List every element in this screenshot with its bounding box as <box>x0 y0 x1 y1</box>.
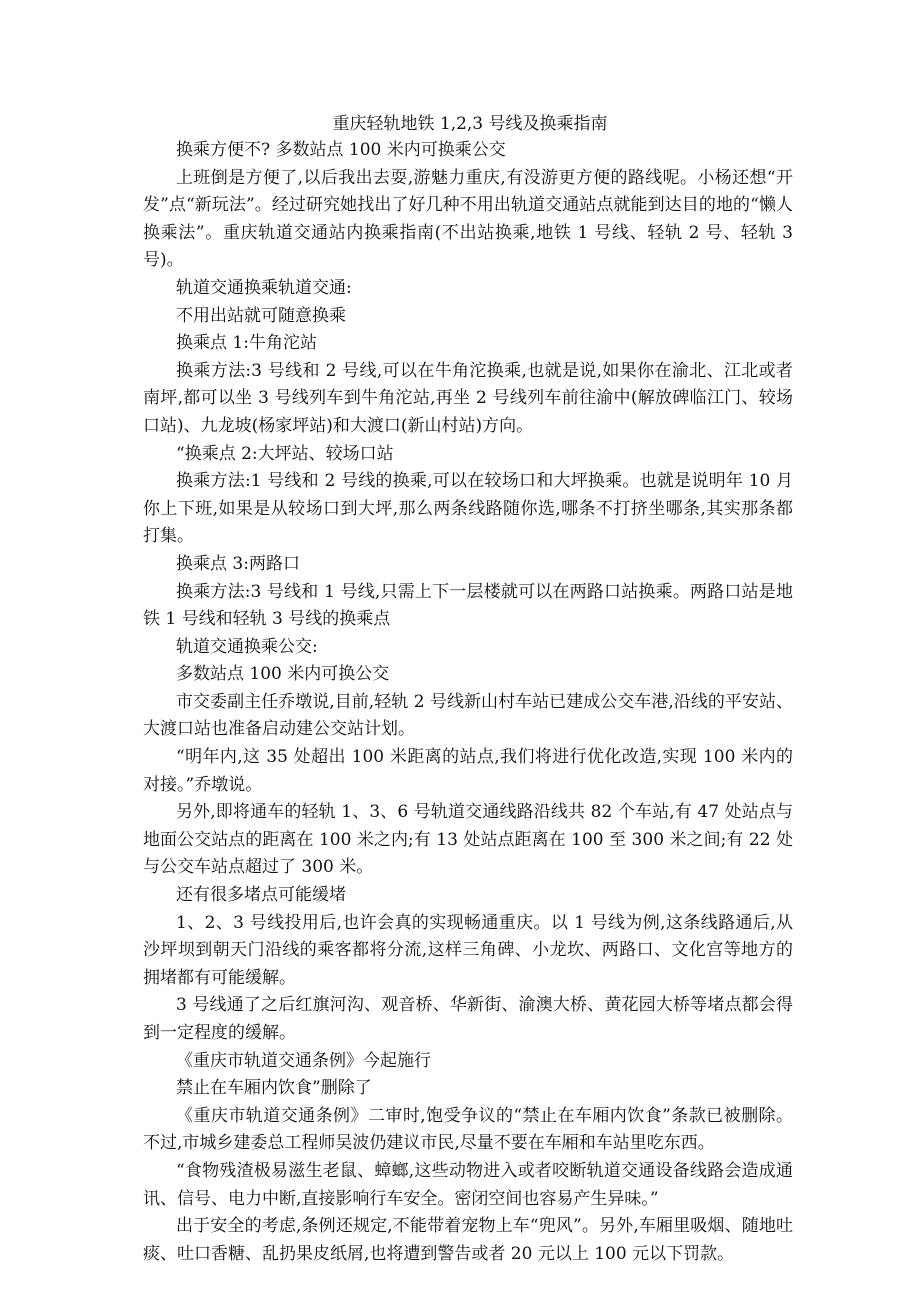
paragraph-congestion-line-3: 3 号线通了之后红旗河沟、观音桥、华新街、渝澳大桥、黄花园大桥等堵点都会得到一定程度的缓解。 <box>143 995 793 1043</box>
paragraph-food-quote: “食物残渣极易滋生老鼠、蟑螂,这些动物进入或者咬断轨道交通设备线路会造成通讯、信号、电力中断,直接影响行车安全。密闭空间也容易产生异味。” <box>143 1160 793 1209</box>
paragraph-bus-100m-heading: 多数站点 100 米内可换公交 <box>176 664 390 685</box>
document-body <box>143 111 793 1268</box>
paragraph-food-ban-heading: 禁止在车厢内饮食”删除了 <box>176 1078 372 1099</box>
paragraph-transfer-method-3: 换乘方法:3 号线和 1 号线,只需上下一层楼就可以在两路口站换乘。两路口站是地铁 1 号线和轻轨 3 号线的换乘点 <box>143 581 793 630</box>
paragraph-transfer-point-2: “换乘点 2:大坪站、较场口站 <box>176 443 394 464</box>
paragraph-intro: 上班倒是方便了,以后我出去耍,游魅力重庆,有没游更方便的路线呢。小杨还想“开发”点“新玩法”。经过研究她找出了好几种不用出轨道交通站点就能到达目的地的“懒人换乘法”。重庆轨道交通站内换乘指南(不出站换乘,地铁 1 号线、轻轨 2 号、轻轨 3 号)。 <box>143 167 793 271</box>
paragraph-congestion-line-1: 1、2、3 号线投用后,也许会真的实现畅通重庆。以 1 号线为例,这条线路通后,从沙坪坝到朝天门沿线的乘客都将分流,这样三角碑、小龙坎、两路口、文化宫等地方的拥堵都有可能缓解。 <box>143 912 793 988</box>
paragraph-congestion-heading: 还有很多堵点可能缓堵 <box>176 885 346 906</box>
paragraph-transfer-point-1: 换乘点 1:牛角沱站 <box>176 333 317 354</box>
paragraph-transfer-method-2: 换乘方法:1 号线和 2 号线的换乘,可以在较场口和大坪换乘。也就是说明年 10 月你上下班,如果是从较场口到大坪,那么两条线路随你选,哪条不打挤坐哪条,其实那条都打集。 <box>143 471 793 547</box>
paragraph-rail-to-rail-heading: 轨道交通换乘轨道交通: <box>176 277 352 298</box>
paragraph-subtitle-transfer: 换乘方便不? 多数站点 100 米内可换乘公交 <box>176 140 506 160</box>
paragraph-regulation-heading: 《重庆市轨道交通条例》今起施行 <box>176 1050 431 1071</box>
paragraph-no-exit-heading: 不用出站就可随意换乘 <box>176 305 346 326</box>
paragraph-station-statistics: 另外,即将通车的轻轨 1、3、6 号轨道交通线路沿线共 82 个车站,有 47 处站点与地面公交站点的距离在 100 米之内;有 13 处站点距离在 100 至 300 米之间;有 22 处与公交车站点超过了 300 米。 <box>143 802 793 878</box>
paragraph-quote-improvement: “明年内,这 35 处超出 100 米距离的站点,我们将进行优化改造,实现 100 米内的对接。”乔墩说。 <box>143 747 793 795</box>
paragraph-transfer-point-3: 换乘点 3:两路口 <box>176 553 300 574</box>
paragraph-food-ban-removed: 《重庆市轨道交通条例》二审时,饱受争议的“禁止在车厢内饮食”条款已被删除。不过,市城乡建委总工程师吴波仍建议市民,尽量不要在车厢和车站里吃东西。 <box>143 1105 793 1154</box>
document-title: 重庆轻轨地铁 1,2,3 号线及换乘指南 <box>332 114 608 134</box>
paragraph-transfer-method-1: 换乘方法:3 号线和 2 号线,可以在牛角沱换乘,也就是说,如果你在渝北、江北或者南坪,都可以坐 3 号线列车到牛角沱站,再坐 2 号线列车前往渝中(解放碑临江门、较场口站)、九龙坡(杨家坪站)和大渡口(新山村站)方向。 <box>143 360 793 436</box>
paragraph-bus-hub: 市交委副主任乔墩说,目前,轻轨 2 号线新山村车站已建成公交车港,沿线的平安站、大渡口站也准备启动建公交站计划。 <box>143 691 793 740</box>
paragraph-pet-rules: 出于安全的考虑,条例还规定,不能带着宠物上车“兜风”。另外,车厢里吸烟、随地吐痰、吐口香糖、乱扔果皮纸屑,也将遭到警告或者 20 元以上 100 元以下罚款。 <box>143 1216 793 1264</box>
paragraph-rail-to-bus-heading: 轨道交通换乘公交: <box>176 636 318 657</box>
